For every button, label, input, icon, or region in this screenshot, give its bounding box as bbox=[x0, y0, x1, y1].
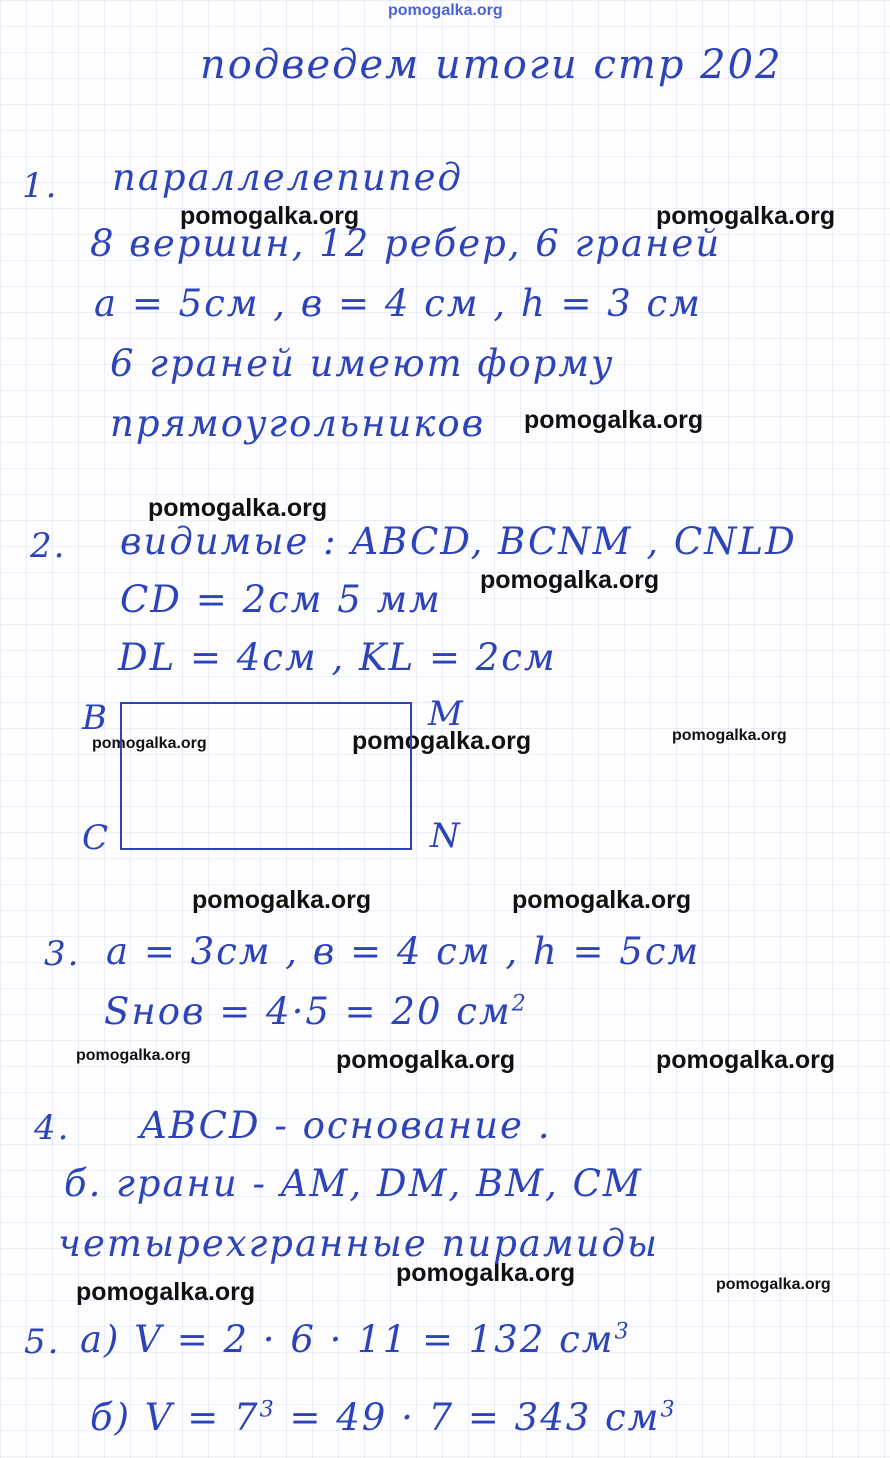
task1-line1: параллелепипед bbox=[112, 156, 463, 199]
task5-formula-a: а) V = 2 · 6 · 11 = 132 см bbox=[80, 1318, 615, 1361]
page-title: подведем итоги стр 202 bbox=[200, 42, 783, 88]
task-number: 4. bbox=[34, 1108, 71, 1148]
task4-line1: ABCD - основание . bbox=[140, 1104, 552, 1147]
exponent: 3 bbox=[614, 1318, 631, 1345]
task1-line2: 8 вершин, 12 ребер, 6 граней bbox=[90, 222, 722, 265]
task-number: 2. bbox=[30, 526, 67, 566]
task1-line3: a = 5см , в = 4 см , h = 3 см bbox=[94, 282, 702, 325]
vertex-label-m: M bbox=[428, 694, 463, 734]
vertex-label-b: B bbox=[82, 698, 107, 738]
watermark: pomogalka.org bbox=[524, 406, 704, 434]
watermark: pomogalka.org bbox=[76, 1047, 191, 1064]
task-number: 1. bbox=[22, 166, 59, 206]
task2-line3: DL = 4см , KL = 2см bbox=[118, 636, 557, 679]
rectangle-face-diagram bbox=[120, 702, 412, 850]
watermark: pomogalka.org bbox=[480, 566, 660, 594]
watermark: pomogalka.org bbox=[672, 727, 787, 744]
task1-line5: прямоугольников bbox=[110, 402, 486, 445]
vertex-label-n: N bbox=[430, 816, 460, 856]
task5-line-b bbox=[90, 1396, 677, 1439]
watermark: pomogalka.org bbox=[512, 886, 692, 914]
task-number: 5. bbox=[24, 1322, 61, 1362]
task4-line3: четырехгранные пирамиды bbox=[58, 1222, 660, 1265]
watermark: pomogalka.org bbox=[76, 1278, 256, 1306]
task3-formula: Sнов = 4·5 = 20 см bbox=[104, 990, 512, 1033]
task-number: 3. bbox=[44, 934, 81, 974]
watermark: pomogalka.org bbox=[396, 1259, 576, 1287]
task2-line2: CD = 2см 5 мм bbox=[120, 578, 442, 621]
task5-formula-b-start: б) V = 7 bbox=[90, 1396, 260, 1439]
watermark: pomogalka.org bbox=[656, 202, 836, 230]
watermark: pomogalka.org bbox=[192, 886, 372, 914]
task2-line1: видимые : ABCD, BCNM , CNLD bbox=[120, 520, 797, 563]
watermark-top: pomogalka.org bbox=[388, 2, 503, 19]
task5-formula-b-end: = 49 · 7 = 343 см bbox=[275, 1396, 661, 1439]
watermark: pomogalka.org bbox=[92, 735, 207, 752]
watermark: pomogalka.org bbox=[352, 727, 532, 755]
watermark: pomogalka.org bbox=[716, 1276, 831, 1293]
watermark: pomogalka.org bbox=[180, 202, 360, 230]
exponent: 2 bbox=[511, 990, 528, 1017]
task1-line4: 6 граней имеют форму bbox=[110, 342, 615, 385]
watermark: pomogalka.org bbox=[148, 494, 328, 522]
vertex-label-c: C bbox=[82, 818, 109, 858]
watermark: pomogalka.org bbox=[656, 1046, 836, 1074]
watermark: pomogalka.org bbox=[336, 1046, 516, 1074]
exponent: 3 bbox=[259, 1396, 276, 1423]
task4-line2: б. грани - AM, DM, BM, CM bbox=[64, 1162, 643, 1205]
task3-line1: a = 3см , в = 4 см , h = 5см bbox=[106, 930, 701, 973]
exponent: 3 bbox=[660, 1396, 677, 1423]
task3-line2 bbox=[104, 990, 528, 1033]
task5-line-a bbox=[80, 1318, 631, 1361]
